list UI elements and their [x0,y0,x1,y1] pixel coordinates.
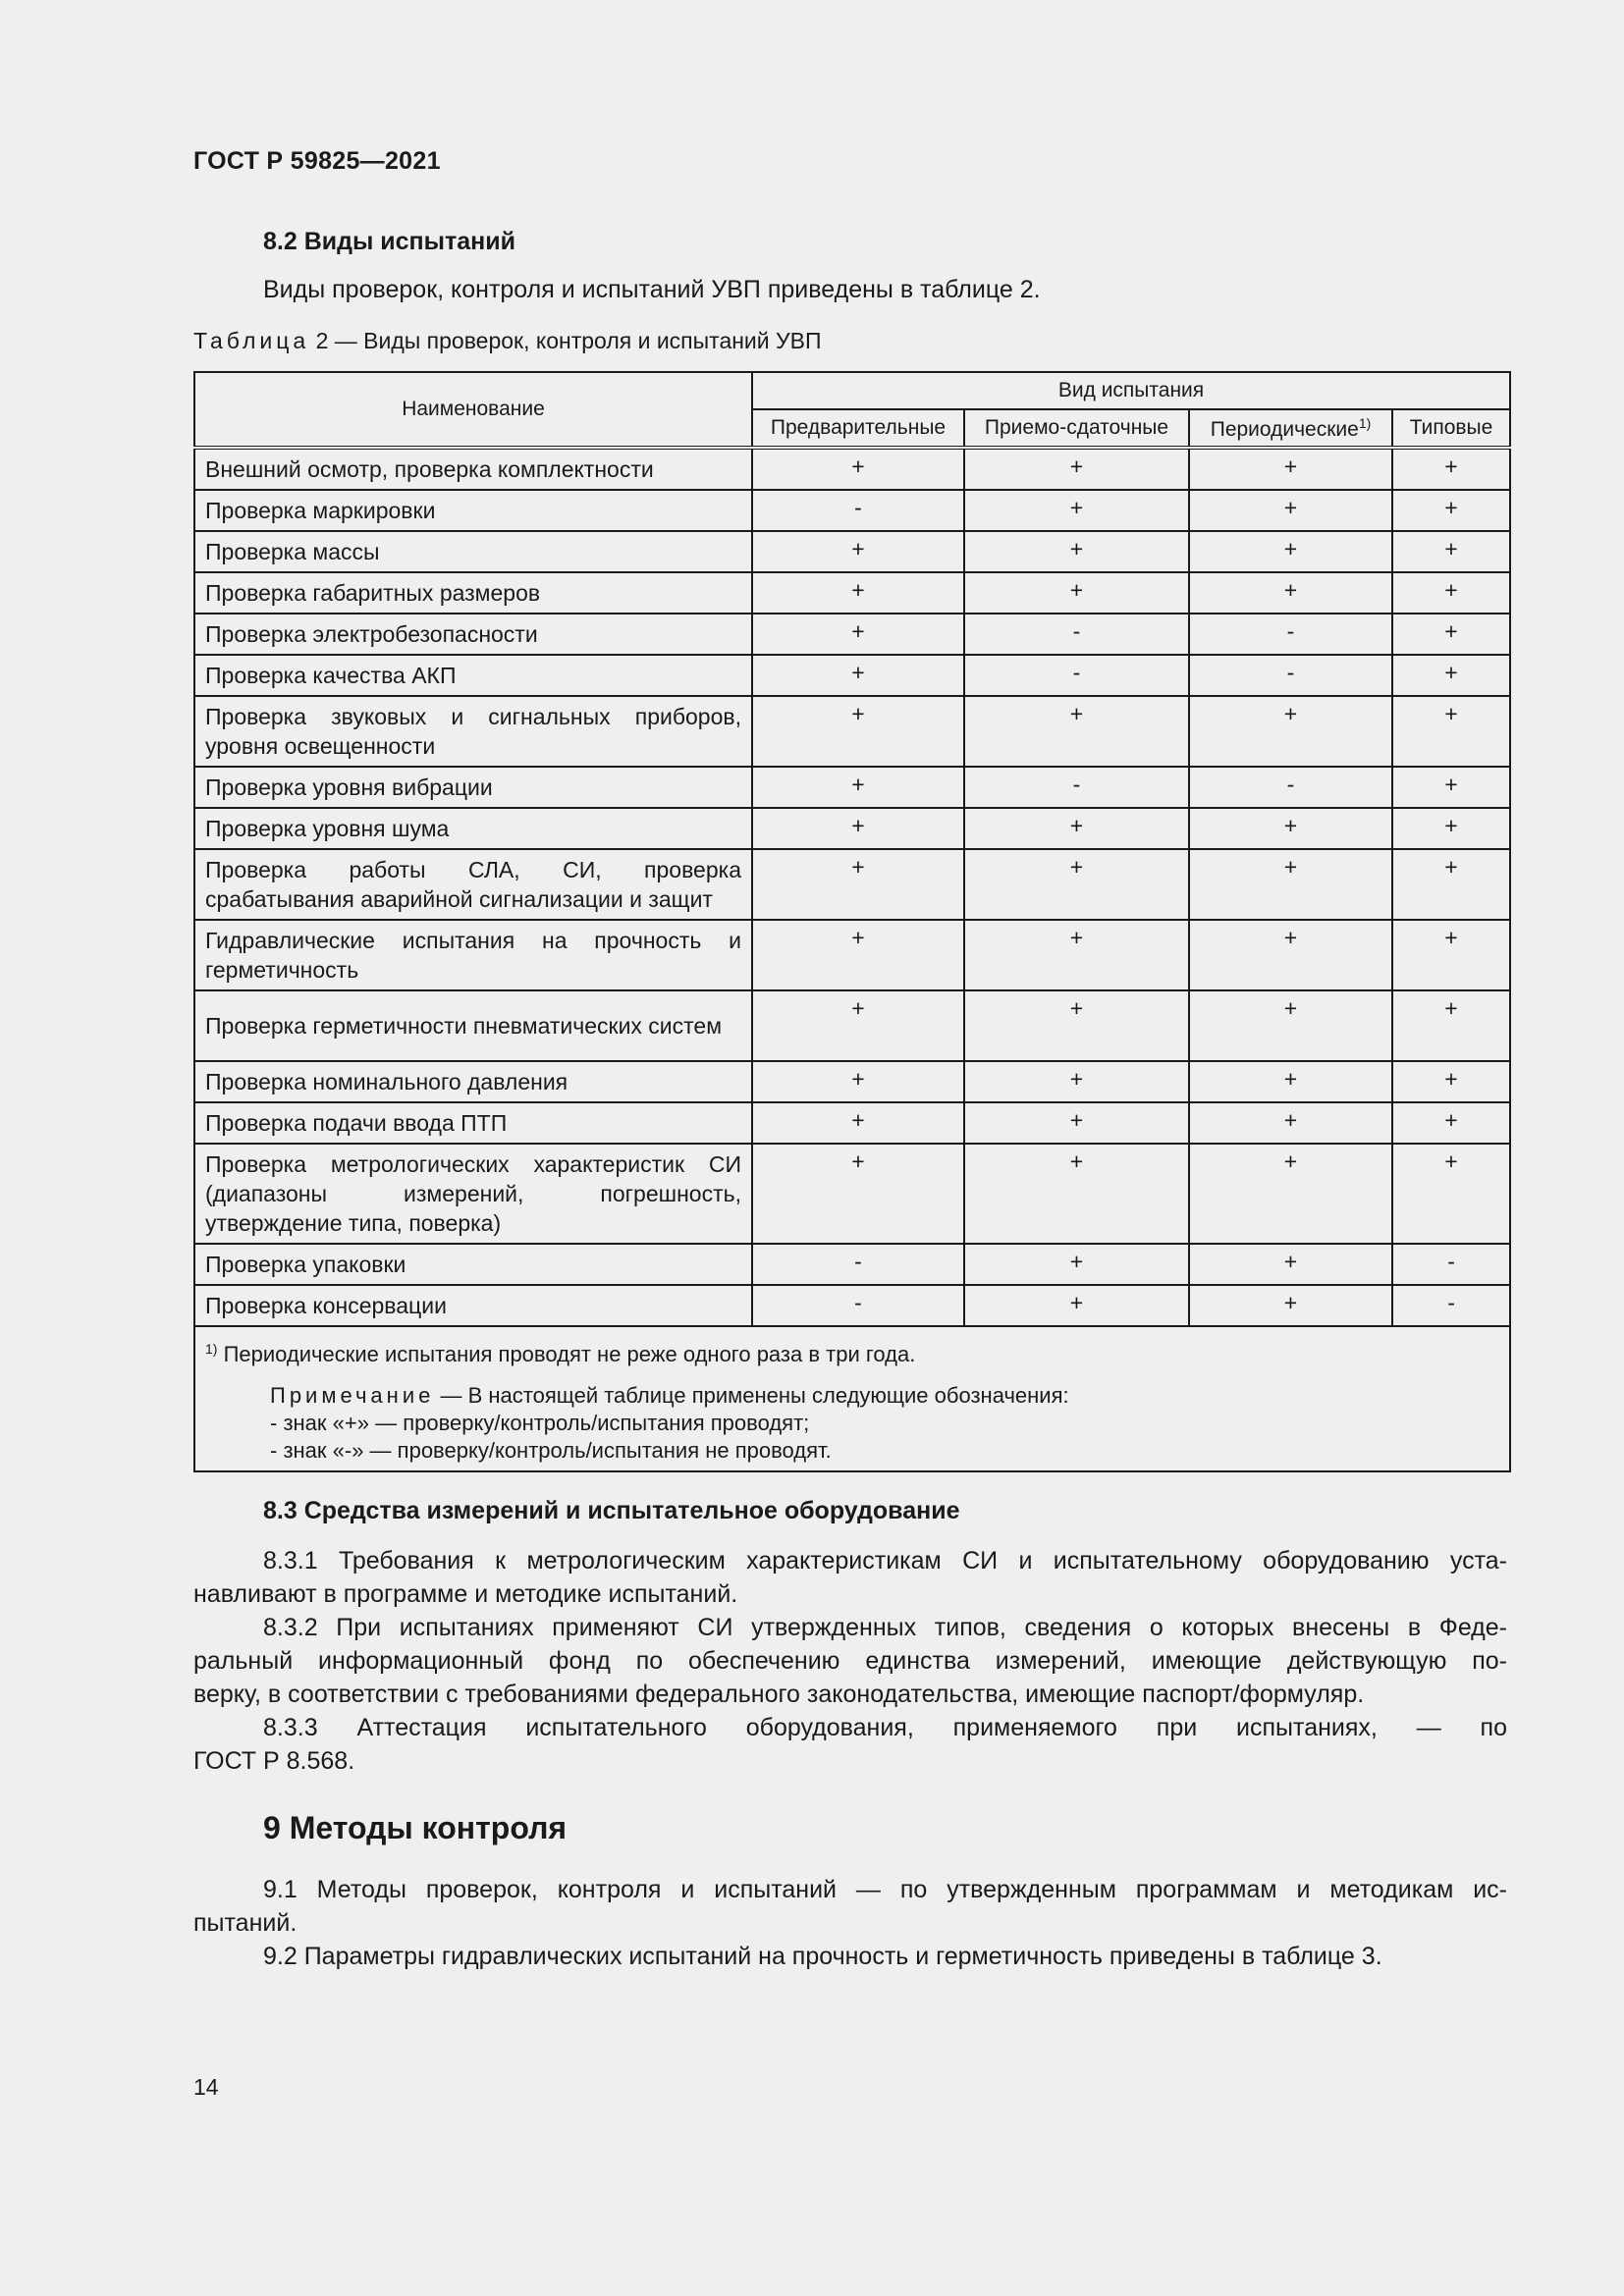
table-footer-row [194,1326,1510,1471]
row-mark: + [1189,1102,1392,1144]
row-name: Проверка герметичности пневматических систем [194,990,752,1061]
table-row [194,1144,1510,1244]
row-mark: + [1392,531,1510,572]
text-line: 9.1 Методы проверок, контроля и испытаний — по утвержденным программам и методикам ис- [263,1876,1507,1903]
row-name: Проверка номинального давления [194,1061,752,1102]
row-mark: - [1392,1285,1510,1326]
row-mark: + [752,1061,964,1102]
text-line: пытаний. [193,1909,298,1937]
table-row [194,614,1510,655]
row-mark: + [964,808,1189,849]
row-mark: + [752,572,964,614]
paragraph-8-3-2 [193,1611,1507,1711]
table-row [194,655,1510,696]
column-header-preliminary: Предварительные [752,409,964,448]
row-mark: + [1189,1285,1392,1326]
row-name: Проверка уровня шума [194,808,752,849]
row-name: Проверка упаковки [194,1244,752,1285]
row-mark: - [964,767,1189,808]
row-name: Проверка звуковых и сигнальных приборов, уровня освещенности [194,696,752,767]
row-mark: + [964,531,1189,572]
row-name: Проверка качества АКП [194,655,752,696]
note-item: - знак «-» — проверку/контроль/испытания не проводят. [270,1438,832,1463]
section-8-2-heading: 8.2 Виды испытаний [263,228,515,255]
column-header-periodic: Периодические$^{1)}$ [1189,409,1392,448]
text-line: ральный информационный фонд по обеспечению единства измерений, имеющие действующую по- [193,1647,1507,1675]
column-header-name: Наименование [194,372,752,448]
row-mark: - [752,1244,964,1285]
row-mark: + [1189,1061,1392,1102]
paragraph-8-3-1 [193,1544,1507,1611]
row-mark: + [1189,490,1392,531]
row-mark: + [964,920,1189,990]
row-mark: + [1189,448,1392,490]
row-mark: + [964,1061,1189,1102]
row-name: Гидравлические испытания на прочность и герметичность [194,920,752,990]
row-mark: + [1189,920,1392,990]
row-mark: + [1189,990,1392,1061]
section-8-2-intro [193,273,1507,306]
text-line: верку, в соответствии с требованиями федерального законодательства, имеющие паспорт/формуляр. [193,1681,1365,1708]
row-mark: + [1392,655,1510,696]
row-mark: + [1392,1144,1510,1244]
table-row [194,849,1510,920]
row-mark: + [1392,1061,1510,1102]
section-9-heading: 9 Методы контроля [263,1810,568,1845]
row-mark: + [1392,490,1510,531]
table-row [194,920,1510,990]
row-mark: + [752,655,964,696]
row-mark: + [752,920,964,990]
page-number: 14 [193,2074,219,2100]
row-mark: + [1189,849,1392,920]
row-name: Проверка подачи ввода ПТП [194,1102,752,1144]
row-mark: - [752,1285,964,1326]
table-row [194,1061,1510,1102]
row-mark: + [1392,849,1510,920]
row-mark: + [752,849,964,920]
periodic-footnote-marker: 1) [1358,414,1372,431]
intro-text: Виды проверок, контроля и испытаний УВП приведены в таблице 2. [263,276,1041,303]
table-note [205,1382,1499,1465]
table-row [194,808,1510,849]
row-mark: + [1189,572,1392,614]
table-row [194,767,1510,808]
row-mark: - [1189,655,1392,696]
table-row [194,1102,1510,1144]
row-mark: - [752,490,964,531]
row-mark: + [1189,531,1392,572]
row-mark: + [752,1144,964,1244]
note-item: - знак «+» — проверку/контроль/испытания проводят; [270,1411,810,1435]
table-row [194,1244,1510,1285]
note-text: — В настоящей таблице применены следующие обозначения: [440,1383,1069,1408]
row-mark: + [1392,920,1510,990]
row-mark: + [1189,1144,1392,1244]
text-line: 9.2 Параметры гидравлических испытаний на прочность и герметичность приведены в таблице 3. [263,1943,1382,1970]
row-mark: + [1392,808,1510,849]
row-mark: - [1392,1244,1510,1285]
row-name: Проверка маркировки [194,490,752,531]
row-mark: + [1189,1244,1392,1285]
row-name: Проверка работы СЛА, СИ, проверка срабатывания аварийной сигнализации и защит [194,849,752,920]
row-mark: + [752,767,964,808]
row-mark: + [752,531,964,572]
row-mark: + [1392,696,1510,767]
table-caption-prefix: Таблица [193,328,310,353]
table-row [194,572,1510,614]
row-mark: + [1392,614,1510,655]
row-mark: + [1392,767,1510,808]
row-mark: + [964,490,1189,531]
text-line: 8.3.1 Требования к метрологическим характеристикам СИ и испытательному оборудованию уста- [263,1547,1507,1575]
row-name: Проверка консервации [194,1285,752,1326]
row-name: Внешний осмотр, проверка комплектности [194,448,752,490]
row-name: Проверка уровня вибрации [194,767,752,808]
row-mark: + [964,572,1189,614]
text-line: 8.3.3 Аттестация испытательного оборудования, применяемого при испытаниях, — по [263,1714,1507,1741]
row-mark: + [964,1285,1189,1326]
tests-table [193,371,1511,1472]
footnote-text: Периодические испытания проводят не реже одного раза в три года. [223,1342,916,1366]
row-mark: + [964,849,1189,920]
text-line: ГОСТ Р 8.568. [193,1747,355,1775]
table-row [194,448,1510,490]
row-mark: + [964,990,1189,1061]
paragraph-9-2 [193,1940,1507,1973]
row-mark: + [964,1102,1189,1144]
row-mark: + [1392,572,1510,614]
table-footer [194,1326,1510,1471]
row-mark: + [752,614,964,655]
table-caption-number: 2 [315,328,329,353]
row-mark: - [1189,767,1392,808]
row-mark: + [1392,990,1510,1061]
paragraph-9-1 [193,1873,1507,1940]
table-row [194,1285,1510,1326]
row-mark: + [752,448,964,490]
text-line: 8.3.2 При испытаниях применяют СИ утвержденных типов, сведения о которых внесены в Феде- [263,1614,1507,1641]
row-mark: + [964,448,1189,490]
table-row [194,696,1510,767]
row-mark: + [964,696,1189,767]
table-row [194,990,1510,1061]
row-mark: + [1189,808,1392,849]
note-label: Примечание [270,1383,435,1408]
row-mark: + [752,990,964,1061]
section-8-3-heading: 8.3 Средства измерений и испытательное оборудование [263,1497,960,1524]
table-row [194,531,1510,572]
row-mark: + [964,1244,1189,1285]
row-mark: + [1392,1102,1510,1144]
row-mark: + [752,696,964,767]
table-row [194,490,1510,531]
document-header: ГОСТ Р 59825—2021 [193,147,441,175]
row-mark: - [964,655,1189,696]
column-header-acceptance: Приемо-сдаточные [964,409,1189,448]
row-mark: - [1189,614,1392,655]
column-group-header: Вид испытания [752,372,1510,409]
row-mark: + [1189,696,1392,767]
footnote-marker: 1) [205,1341,218,1357]
paragraph-8-3-3 [193,1711,1507,1778]
row-name: Проверка габаритных размеров [194,572,752,614]
table-caption-text: — Виды проверок, контроля и испытаний УВП [334,328,822,353]
row-mark: + [1392,448,1510,490]
row-mark: + [964,1144,1189,1244]
row-name: Проверка электробезопасности [194,614,752,655]
row-name: Проверка массы [194,531,752,572]
row-mark: + [752,808,964,849]
row-mark: - [964,614,1189,655]
text-line: навливают в программе и методике испытаний. [193,1580,738,1608]
row-name: Проверка метрологических характеристик СИ (диапазоны измерений, погрешность, утверждение типа, поверка) [194,1144,752,1244]
column-header-type: Типовые [1392,409,1510,448]
row-mark: + [752,1102,964,1144]
table-caption [193,328,822,354]
table-footnote [205,1335,1499,1368]
